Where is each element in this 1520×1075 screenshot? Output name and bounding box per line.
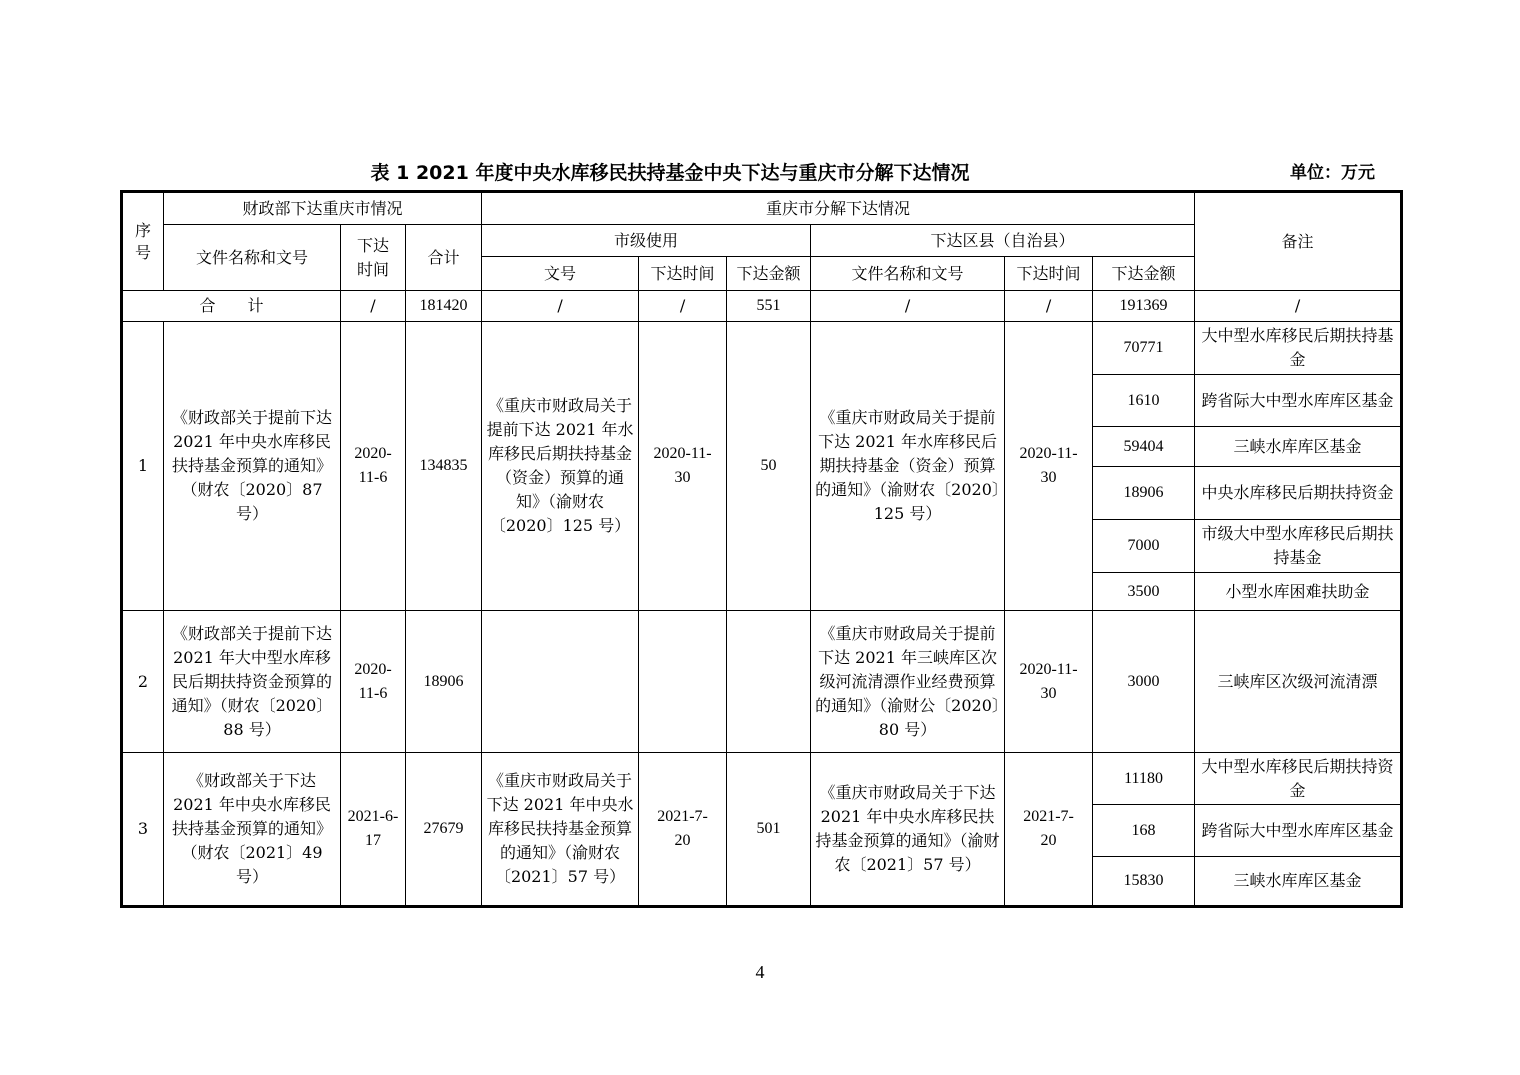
total-county-doc: /	[811, 291, 1005, 322]
table-row	[122, 611, 1402, 753]
row-city-time: 2020-11-30	[639, 322, 727, 611]
row-mof-doc: 《财政部关于提前下达 2021 年中央水库移民扶持基金预算的通知》（财农〔2020〕87 号）	[164, 322, 341, 611]
page-number: 4	[755, 962, 765, 982]
header-mof-doc: 文件名称和文号	[164, 225, 341, 291]
row-city-doc: 《重庆市财政局关于下达 2021 年中央水库移民扶持基金预算的通知》（渝财农〔2021〕57 号）	[482, 753, 639, 907]
table-title: 表 1 2021 年度中央水库移民扶持基金中央下达与重庆市分解下达情况	[370, 162, 970, 184]
total-city-doc: /	[482, 291, 639, 322]
sub-remark: 跨省际大中型水库库区基金	[1195, 805, 1402, 857]
row-city-time	[639, 611, 727, 753]
header-city-time: 下达时间	[639, 257, 727, 291]
header-county-time: 下达时间	[1005, 257, 1093, 291]
total-mof-total: 181420	[406, 291, 482, 322]
sub-amount: 168	[1093, 805, 1195, 857]
row-city-amount: 50	[727, 322, 811, 611]
header-mof-total: 合计	[406, 225, 482, 291]
row-mof-time: 2021-6-17	[341, 753, 406, 907]
row-city-doc	[482, 611, 639, 753]
row-city-doc: 《重庆市财政局关于提前下达 2021 年水库移民后期扶持基金（资金）预算的通知》（渝财农〔2020〕125 号）	[482, 322, 639, 611]
total-county-time: /	[1005, 291, 1093, 322]
total-city-time: /	[639, 291, 727, 322]
row-mof-total: 18906	[406, 611, 482, 753]
unit-label: 单位：万元	[1290, 163, 1375, 183]
total-county-amount: 191369	[1093, 291, 1195, 322]
header-county: 下达区县（自治县）	[811, 225, 1195, 257]
row-city-time: 2021-7-20	[639, 753, 727, 907]
table-caption	[120, 158, 1400, 186]
sub-amount: 18906	[1093, 467, 1195, 520]
sub-amount: 15830	[1093, 857, 1195, 907]
sub-amount: 3000	[1093, 611, 1195, 753]
total-remark: /	[1195, 291, 1402, 322]
row-mof-doc: 《财政部关于下达 2021 年中央水库移民扶持基金预算的通知》（财农〔2021〕49 号）	[164, 753, 341, 907]
sub-remark: 三峡库区次级河流清漂	[1195, 611, 1402, 753]
sub-remark: 大中型水库移民后期扶持资金	[1195, 753, 1402, 805]
header-county-doc: 文件名称和文号	[811, 257, 1005, 291]
header-mof-group: 财政部下达重庆市情况	[164, 192, 482, 225]
row-mof-time: 2020-11-6	[341, 322, 406, 611]
sub-remark: 大中型水库移民后期扶持基金	[1195, 322, 1402, 375]
header-city-use: 市级使用	[482, 225, 811, 257]
sub-remark: 小型水库困难扶助金	[1195, 573, 1402, 611]
sub-amount: 3500	[1093, 573, 1195, 611]
row-seq: 1	[122, 322, 164, 611]
header-mof-time: 下达时间	[341, 225, 406, 291]
sub-remark: 中央水库移民后期扶持资金	[1195, 467, 1402, 520]
row-county-time: 2020-11-30	[1005, 611, 1093, 753]
header-city-amount: 下达金额	[727, 257, 811, 291]
row-city-amount: 501	[727, 753, 811, 907]
row-county-doc: 《重庆市财政局关于提前下达 2021 年三峡库区次级河流清漂作业经费预算的通知》（渝财公〔2020〕80 号）	[811, 611, 1005, 753]
sub-amount: 1610	[1093, 375, 1195, 427]
total-city-amount: 551	[727, 291, 811, 322]
table-row	[122, 753, 1402, 805]
row-seq: 2	[122, 611, 164, 753]
sub-remark: 跨省际大中型水库库区基金	[1195, 375, 1402, 427]
row-county-time: 2020-11-30	[1005, 322, 1093, 611]
row-county-doc: 《重庆市财政局关于提前下达 2021 年水库移民后期扶持基金（资金）预算的通知》（渝财农〔2020〕125 号）	[811, 322, 1005, 611]
sub-remark: 三峡水库库区基金	[1195, 427, 1402, 467]
row-city-amount	[727, 611, 811, 753]
row-mof-time: 2020-11-6	[341, 611, 406, 753]
sub-amount: 11180	[1093, 753, 1195, 805]
header-remark: 备注	[1195, 192, 1402, 291]
total-label: 合 计	[122, 291, 341, 322]
header-county-amount: 下达金额	[1093, 257, 1195, 291]
row-county-doc: 《重庆市财政局关于下达 2021 年中央水库移民扶持基金预算的通知》（渝财农〔2021〕57 号）	[811, 753, 1005, 907]
sub-amount: 7000	[1093, 520, 1195, 573]
sub-remark: 三峡水库库区基金	[1195, 857, 1402, 907]
row-mof-total: 134835	[406, 322, 482, 611]
total-mof-time: /	[341, 291, 406, 322]
allocation-table	[120, 190, 1403, 908]
sub-remark: 市级大中型水库移民后期扶持基金	[1195, 520, 1402, 573]
row-mof-doc: 《财政部关于提前下达 2021 年大中型水库移民后期扶持资金预算的通知》（财农〔2020〕88 号）	[164, 611, 341, 753]
sub-amount: 70771	[1093, 322, 1195, 375]
header-seq: 序号	[122, 192, 164, 291]
row-county-time: 2021-7-20	[1005, 753, 1093, 907]
header-cq-group: 重庆市分解下达情况	[482, 192, 1195, 225]
sub-amount: 59404	[1093, 427, 1195, 467]
row-seq: 3	[122, 753, 164, 907]
header-city-doc: 文号	[482, 257, 639, 291]
total-row	[122, 291, 1402, 322]
row-mof-total: 27679	[406, 753, 482, 907]
table-row	[122, 322, 1402, 375]
